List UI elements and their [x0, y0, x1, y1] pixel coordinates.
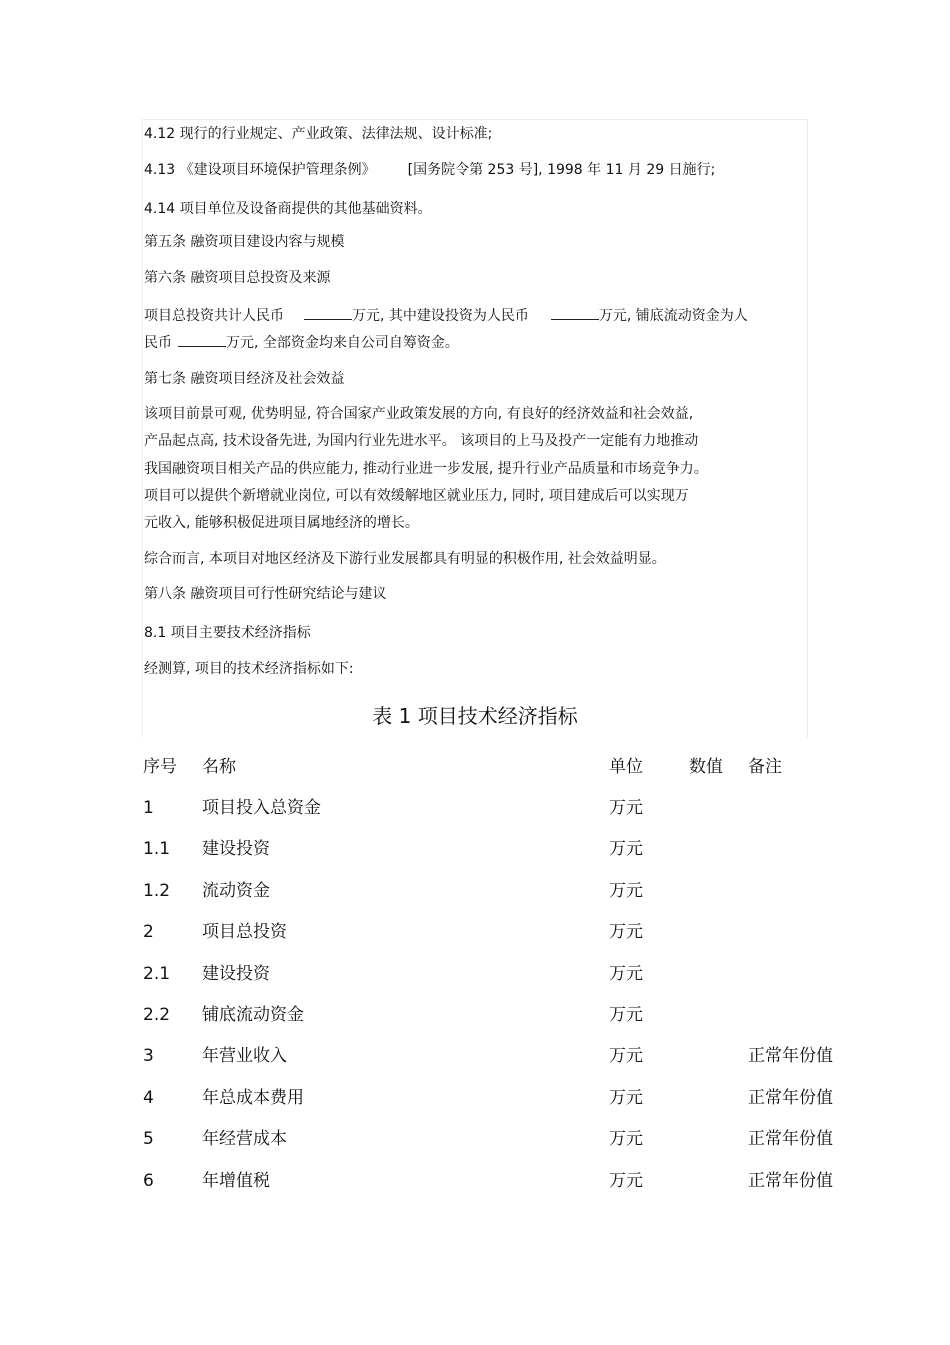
text-line: 8.1 项目主要技术经济指标	[144, 625, 311, 641]
header-unit: 单位	[609, 757, 643, 777]
table-row	[0, 1127, 950, 1151]
row-no: 1	[143, 798, 154, 818]
table-row	[0, 1086, 950, 1110]
text-line: 4.14 项目单位及设备商提供的其他基础资料。	[144, 201, 432, 217]
text-fragment: 万元, 全部资金均来自公司自筹资金。	[226, 335, 459, 351]
table-row	[0, 796, 950, 820]
table-row	[0, 1169, 950, 1193]
row-unit: 万元	[609, 1129, 643, 1149]
section-heading: 第五条 融资项目建设内容与规模	[144, 234, 345, 250]
text-line	[144, 306, 748, 325]
table-title: 表 1 项目技术经济指标	[372, 704, 578, 728]
row-no: 2	[143, 922, 154, 942]
row-name: 建设投资	[202, 839, 270, 859]
table-row	[0, 1044, 950, 1068]
section-heading: 第八条 融资项目可行性研究结论与建议	[144, 586, 387, 602]
row-note: 正常年份值	[748, 1046, 833, 1066]
row-unit: 万元	[609, 1088, 643, 1108]
table-row	[0, 920, 950, 944]
text-line	[144, 333, 459, 352]
blank-field	[178, 333, 226, 347]
section-heading: 第七条 融资项目经济及社会效益	[144, 371, 345, 387]
paragraph-line: 元收入, 能够积极促进项目属地经济的增长。	[144, 515, 419, 531]
text-line	[144, 161, 715, 179]
row-unit: 万元	[609, 881, 643, 901]
row-name: 铺底流动资金	[202, 1005, 304, 1025]
row-name: 年经营成本	[202, 1129, 287, 1149]
text-fragment: 民币	[144, 335, 172, 351]
paragraph-line: 我国融资项目相关产品的供应能力, 推动行业进一步发展, 提升行业产品质量和市场竞争力。	[144, 461, 708, 477]
header-no: 序号	[143, 757, 177, 777]
text-fragment: 万元, 其中建设投资为人民币	[352, 308, 529, 324]
text-fragment: 万元, 铺底流动资金为人	[598, 308, 748, 324]
row-unit: 万元	[609, 839, 643, 859]
paragraph-line: 产品起点高, 技术设备先进, 为国内行业先进水平。 该项目的上马及投产一定能有力地推动	[144, 433, 699, 449]
row-no: 3	[143, 1046, 154, 1066]
row-name: 年营业收入	[202, 1046, 287, 1066]
blank-field	[551, 306, 599, 320]
row-unit: 万元	[609, 1171, 643, 1191]
row-unit: 万元	[609, 798, 643, 818]
row-name: 年总成本费用	[202, 1088, 304, 1108]
header-note: 备注	[748, 757, 782, 777]
table-row	[0, 837, 950, 861]
header-value: 数值	[689, 757, 723, 777]
row-no: 5	[143, 1129, 154, 1149]
paragraph-line: 该项目前景可观, 优势明显, 符合国家产业政策发展的方向, 有良好的经济效益和社会效益,	[144, 406, 694, 422]
row-unit: 万元	[609, 964, 643, 984]
table-row	[0, 962, 950, 986]
paragraph-line: 项目可以提供个新增就业岗位, 可以有效缓解地区就业压力, 同时, 项目建成后可以实现万	[144, 488, 689, 504]
row-unit: 万元	[609, 1046, 643, 1066]
table-header-row	[0, 755, 950, 779]
text-line: 经测算, 项目的技术经济指标如下:	[144, 661, 354, 677]
text-line: 综合而言, 本项目对地区经济及下游行业发展都具有明显的积极作用, 社会效益明显。	[144, 551, 666, 567]
row-name: 项目总投资	[202, 922, 287, 942]
text-fragment: 项目总投资共计人民币	[144, 308, 284, 324]
blank-field	[304, 306, 352, 320]
row-note: 正常年份值	[748, 1171, 833, 1191]
row-name: 流动资金	[202, 881, 270, 901]
row-no: 2.2	[143, 1005, 171, 1025]
row-name: 项目投入总资金	[202, 798, 321, 818]
row-note: 正常年份值	[748, 1088, 833, 1108]
row-no: 6	[143, 1171, 154, 1191]
regulation-ref: [国务院令第 253 号], 1998 年 11 月 29 日施行;	[407, 162, 716, 178]
row-no: 2.1	[143, 964, 171, 984]
table-row	[0, 1003, 950, 1027]
table-row	[0, 879, 950, 903]
row-unit: 万元	[609, 1005, 643, 1025]
row-note: 正常年份值	[748, 1129, 833, 1149]
header-name: 名称	[202, 757, 236, 777]
section-heading: 第六条 融资项目总投资及来源	[144, 270, 331, 286]
row-name: 建设投资	[202, 964, 270, 984]
row-no: 1.2	[143, 881, 171, 901]
row-name: 年增值税	[202, 1171, 270, 1191]
row-no: 4	[143, 1088, 154, 1108]
row-no: 1.1	[143, 839, 171, 859]
text-line: 4.12 现行的行业规定、产业政策、法律法规、设计标准;	[144, 126, 493, 142]
row-unit: 万元	[609, 922, 643, 942]
regulation-name: 4.13 《建设项目环境保护管理条例》	[144, 162, 376, 178]
